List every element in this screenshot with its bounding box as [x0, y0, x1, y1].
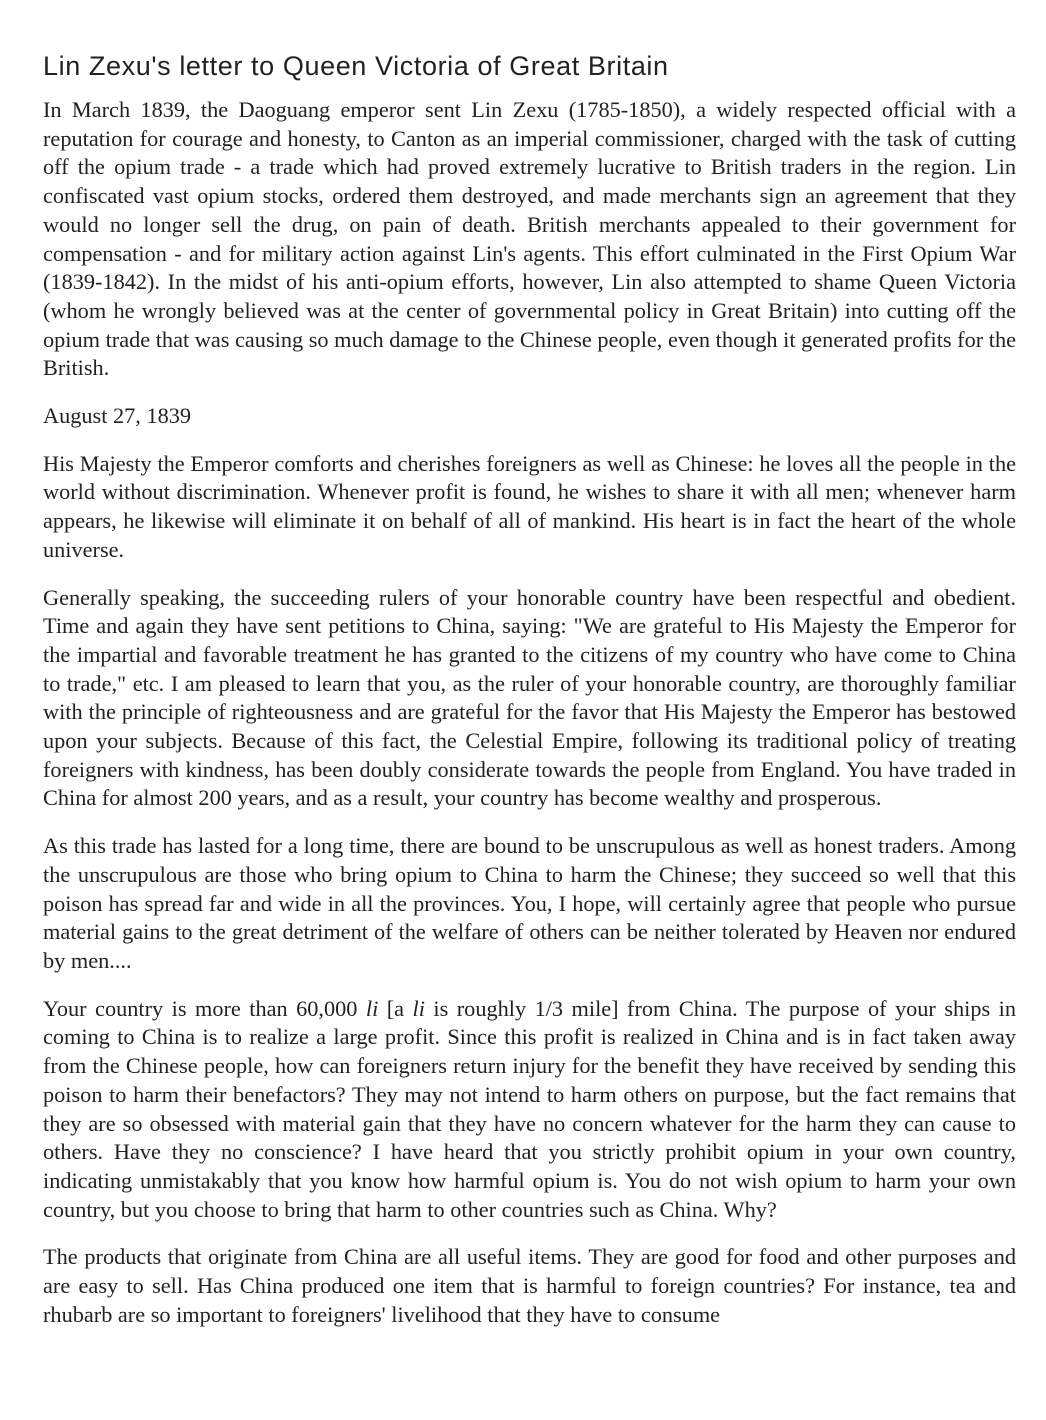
text-segment: Your country is more than 60,000 [43, 995, 366, 1021]
document-page [43, 48, 1016, 1348]
letter-paragraph: His Majesty the Emperor comforts and cherishes foreigners as well as Chinese: he loves all the people in the world without discrimination. Whenever profit is found, he wishes to share it with all men; whenever harm appears, he likewise will eliminate it on behalf of all of mankind. His heart is in fact the heart of the whole universe. [43, 450, 1016, 562]
text-segment: is roughly 1/3 mile] from China. The purpose of your ships in coming to China is to realize a large profit. Since this profit is realized in China and is in fact taken away from the Chinese people, how can foreigners return injury for the benefit they have received by sending this poison to harm their benefactors? They may not intend to harm others on purpose, but the fact remains that they are so obsessed with material gain that they have no concern whatever for the harm they can cause to others. Have they no conscience? I have heard that you strictly prohibit opium in your own country, indicating unmistakably that you know how harmful opium is. You do not wish opium to harm your own country, but you choose to bring that harm to other countries such as China. Why? [43, 995, 1016, 1222]
letter-date: August 27, 1839 [43, 403, 192, 429]
italic-term: li [412, 995, 425, 1021]
italic-term: li [365, 995, 379, 1021]
intro-paragraph: In March 1839, the Daoguang emperor sent Lin Zexu (1785-1850), a widely respected official with a reputation for courage and honesty, to Canton as an imperial commissioner, charged with the task of cutting off the opium trade - a trade which had proved extremely lucrative to British traders in the region. Lin confiscated vast opium stocks, ordered them destroyed, and made merchants sign an agreement that they would no longer sell the drug, on pain of death. British merchants appealed to their government for compensation - and for military action against Lin's agents. This effort culminated in the First Opium War (1839-1842). In the midst of his anti-opium efforts, however, Lin also attempted to shame Queen Victoria (whom he wrongly believed was at the center of governmental policy in Great Britain) into cutting off the opium trade that was causing so much damage to the Chinese people, even though it generated profits for the British. [43, 97, 1016, 381]
letter-paragraph: The products that originate from China are all useful items. They are good for food and other purposes and are easy to sell. Has China produced one item that is harmful to foreign countries? For instance, tea and rhubarb are so important to foreigners' livelihood that they have to consume [43, 1244, 1016, 1327]
document-title: Lin Zexu's letter to Queen Victoria of Great Britain [43, 51, 669, 81]
letter-paragraph: As this trade has lasted for a long time, there are bound to be unscrupulous as well as honest traders. Among the unscrupulous are those who bring opium to China to harm the Chinese; they succeed so well that this poison has spread far and wide in all the provinces. You, I hope, will certainly agree that people who pursue material gains to the great detriment of the welfare of others can be neither tolerated by Heaven nor endured by men.... [43, 833, 1016, 973]
letter-paragraph [43, 995, 1016, 1225]
letter-paragraph: Generally speaking, the succeeding rulers of your honorable country have been respectful and obedient. Time and again they have sent petitions to China, saying: "We are grateful to His Majesty the Emperor for the impartial and favorable treatment he has granted to the citizens of my country who have come to China to trade," etc. I am pleased to learn that you, as the ruler of your honorable country, are thoroughly familiar with the principle of righteousness and are grateful for the favor that His Majesty the Emperor has bestowed upon your subjects. Because of this fact, the Celestial Empire, following its traditional policy of treating foreigners with kindness, has been doubly considerate towards the people from England. You have traded in China for almost 200 years, and as a result, your country has become wealthy and prosperous. [43, 584, 1016, 811]
text-segment: [a [378, 995, 413, 1021]
